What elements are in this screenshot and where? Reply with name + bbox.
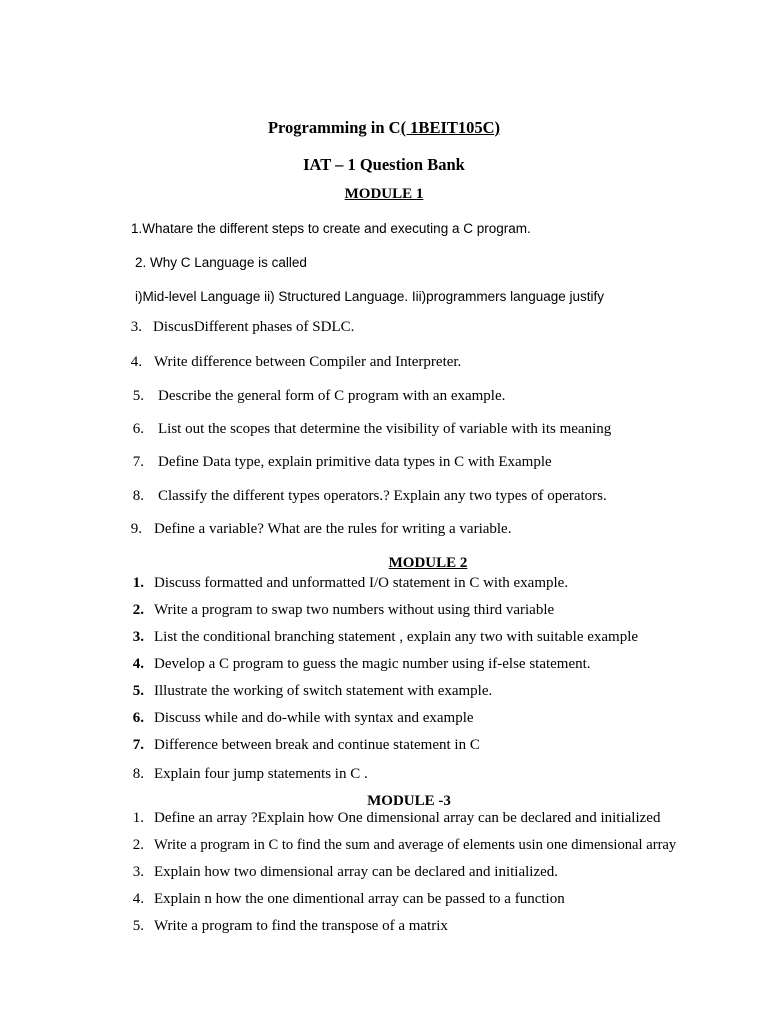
module-1-question-1: 1.Whatare the different steps to create and executing a C program.	[131, 221, 531, 236]
list-item	[120, 863, 760, 881]
item-text: Difference between break and continue statement in C	[154, 737, 480, 753]
item-text: Explain n how the one dimentional array can be passed to a function	[154, 891, 565, 907]
item-text: List out the scopes that determine the visibility of variable with its meaning	[158, 421, 612, 437]
item-text: Discuss formatted and unformatted I/O statement in C with example.	[154, 575, 569, 591]
item-number: 3.	[132, 629, 144, 645]
document-title	[0, 118, 768, 138]
item-text: Discuss while and do-while with syntax and example	[154, 710, 474, 726]
module-1-question-2-detail: i)Mid-level Language ii) Structured Language. Iii)programmers language justify	[135, 289, 604, 304]
item-number: 6.	[132, 421, 144, 437]
item-text: Define an array ?Explain how One dimensional array can be declared and initialized	[154, 810, 661, 826]
item-text: Describe the general form of C program with an example.	[158, 388, 506, 404]
module-3-heading: MODULE -3	[367, 793, 451, 809]
item-text: Illustrate the working of switch statement with example.	[154, 683, 493, 699]
list-item	[120, 387, 760, 405]
module-1-question-2: 2. Why C Language is called	[135, 255, 307, 270]
list-item	[120, 353, 760, 371]
item-number: 5.	[132, 918, 144, 934]
list-item	[120, 628, 760, 646]
item-number: 3.	[130, 319, 142, 335]
item-number: 2.	[132, 837, 144, 853]
item-text: Define a variable? What are the rules for writing a variable.	[154, 521, 512, 537]
course-code: ( 1BEIT105C)	[400, 118, 501, 137]
item-number: 9.	[130, 521, 142, 537]
title-prefix: Programming in C	[267, 118, 401, 137]
list-item	[120, 765, 760, 783]
item-number: 2.	[132, 602, 144, 618]
item-number: 6.	[132, 710, 144, 726]
list-item	[120, 890, 760, 908]
item-number: 4.	[130, 354, 142, 370]
module-2-heading: MODULE 2	[388, 555, 468, 571]
item-number: 4.	[132, 656, 144, 672]
item-number: 7.	[132, 454, 144, 470]
item-number: 7.	[132, 737, 144, 753]
list-item	[120, 420, 760, 438]
item-number: 5.	[132, 388, 144, 404]
list-item	[120, 736, 760, 754]
item-text: Explain four jump statements in C .	[154, 766, 368, 782]
document-subtitle: IAT – 1 Question Bank	[303, 155, 465, 174]
list-item	[120, 487, 760, 505]
item-text: Write difference between Compiler and Interpreter.	[154, 354, 462, 370]
item-text: Write a program to swap two numbers without using third variable	[154, 602, 555, 618]
list-item	[120, 917, 760, 935]
item-number: 3.	[132, 864, 144, 880]
item-text: Write a program to find the transpose of a matrix	[154, 918, 448, 934]
item-number: 1.	[132, 810, 144, 826]
list-item	[120, 809, 760, 827]
list-item	[120, 682, 760, 700]
module-1-heading: MODULE 1	[344, 186, 424, 202]
item-number: 8.	[132, 766, 144, 782]
item-text: Explain how two dimensional array can be declared and initialized.	[154, 864, 559, 880]
item-text: List the conditional branching statement , explain any two with suitable example	[154, 629, 639, 645]
item-number: 1.	[132, 575, 144, 591]
item-text: Develop a C program to guess the magic number using if-else statement.	[154, 656, 591, 672]
list-item	[120, 709, 760, 727]
item-number: 8.	[132, 488, 144, 504]
item-number: 5.	[132, 683, 144, 699]
list-item	[120, 520, 760, 538]
list-item	[120, 453, 760, 471]
list-item	[120, 836, 760, 854]
item-text: Write a program in C to find the sum and average of elements usin one dimensional array	[154, 837, 677, 853]
item-text: Classify the different types operators.? Explain any two types of operators.	[158, 488, 607, 504]
list-item	[120, 574, 760, 592]
list-item	[120, 601, 760, 619]
item-text: DiscusDifferent phases of SDLC.	[153, 319, 355, 335]
item-number: 4.	[132, 891, 144, 907]
item-text: Define Data type, explain primitive data types in C with Example	[158, 454, 552, 470]
list-item	[120, 318, 760, 336]
list-item	[120, 655, 760, 673]
